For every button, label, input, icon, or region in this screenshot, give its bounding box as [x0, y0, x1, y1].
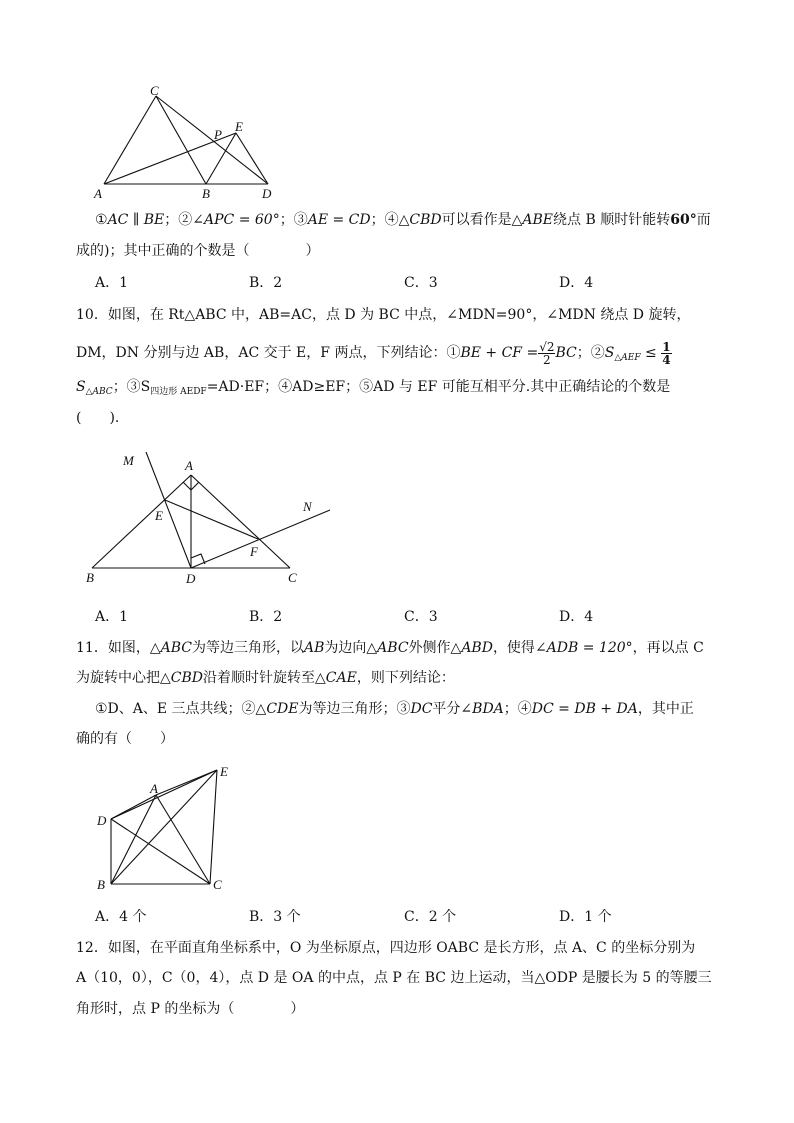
- label-A: A: [185, 458, 193, 473]
- q12-line3: 角形时，点 P 的坐标为（ ）: [76, 1001, 305, 1017]
- label-E: E: [235, 119, 243, 134]
- label-P: P: [214, 127, 222, 142]
- q12-line2: A（10，0），C（0，4），点 D 是 OA 的中点，点 P 在 BC 边上运动，当△ODP 是腰长为 5 的等腰三: [76, 970, 712, 986]
- label-D: D: [97, 813, 107, 828]
- q10-option-a[interactable]: A．1: [95, 609, 129, 625]
- q9-option-c[interactable]: C．3: [404, 275, 438, 291]
- q9-option-d[interactable]: D．4: [559, 275, 594, 291]
- q11-line2: 为旋转中心把△CBD沿着顺时针旋转至△CAE，则下列结论：: [76, 670, 455, 686]
- q10-fraction-sqrt2-over-2: $\frac{√2}{2}$: [539, 339, 555, 367]
- label-B: B: [86, 570, 94, 585]
- q10-figure: [80, 445, 340, 590]
- label-A: A: [150, 781, 158, 796]
- q9-option-b[interactable]: B．2: [249, 275, 283, 291]
- q10-line4: ( ).: [76, 410, 120, 426]
- label-D: D: [186, 571, 196, 586]
- q9-line2: 成的)；其中正确的个数是（ ）: [76, 243, 320, 259]
- q9-options: [0, 273, 794, 293]
- q10-line1: 10．如图，在 Rt△ABC 中，AB=AC，点 D 为 BC 中点，∠MDN=90°，∠MDN 绕点 D 旋转，: [76, 307, 691, 323]
- q9-option-a[interactable]: A．1: [95, 275, 129, 291]
- q11-line1: 11．如图，△ABC为等边三角形，以AB为边向△ABC外侧作△ABD，使得∠ADB = 120°，再以点 C: [76, 640, 704, 656]
- q10-option-d[interactable]: D．4: [559, 609, 594, 625]
- q12-line1: 12．如图，在平面直角坐标系中，O 为坐标原点，四边形 OABC 是长方形，点 A、C 的坐标分别为: [76, 940, 696, 956]
- label-B: B: [202, 186, 210, 201]
- q10-line3: $S_{\triangle ABC}$；$③S_{四边形 AEDF}=AD\cdot EF$；④AD≥EF；⑤AD 与 EF 可能互相平分.其中正确结论的个数是: [76, 379, 671, 397]
- q10-option-b[interactable]: B．2: [249, 609, 283, 625]
- q11-figure: [90, 760, 250, 895]
- q9-figure: [90, 80, 290, 205]
- q11-option-b[interactable]: B．3 个: [249, 909, 301, 925]
- label-C: C: [288, 570, 297, 585]
- q11-option-d[interactable]: D．1 个: [559, 909, 612, 925]
- label-E: E: [220, 764, 228, 779]
- label-A: A: [94, 186, 102, 201]
- label-F: F: [250, 544, 258, 559]
- q9-line1: ①AC ∥ BE；②∠APC = 60°；③AE = CD；④△CBD可以看作是△ABE绕点 B 顺时针能转60°而: [95, 212, 711, 228]
- label-M: M: [123, 453, 134, 468]
- q10-fraction-one-quarter: $\frac{1}{4}$: [662, 339, 671, 367]
- label-C: C: [150, 83, 159, 98]
- label-B: B: [97, 877, 105, 892]
- label-C: C: [213, 877, 222, 892]
- q11-option-c[interactable]: C．2 个: [404, 909, 457, 925]
- q11-line3: ①D、A、E 三点共线；②△CDE为等边三角形；③DC平分∠BDA；④DC = DB + DA，其中正: [95, 701, 694, 717]
- label-N: N: [303, 499, 312, 514]
- label-D: D: [262, 186, 272, 201]
- label-E: E: [155, 508, 163, 523]
- q11-line4: 确的有（ ）: [76, 731, 174, 747]
- q10-options: [0, 607, 794, 627]
- q10-option-c[interactable]: C．3: [404, 609, 438, 625]
- q10-line2: DM，DN 分别与边 AB，AC 交于 E，F 两点，下列结论：①BE + CF = $\frac{√2}{2}$ BC；$②S_{\triangle AEF}$ ≤ $\frac{1}{4}$: [76, 339, 671, 367]
- q11-option-a[interactable]: A．4 个: [95, 909, 147, 925]
- q11-options: [0, 907, 794, 927]
